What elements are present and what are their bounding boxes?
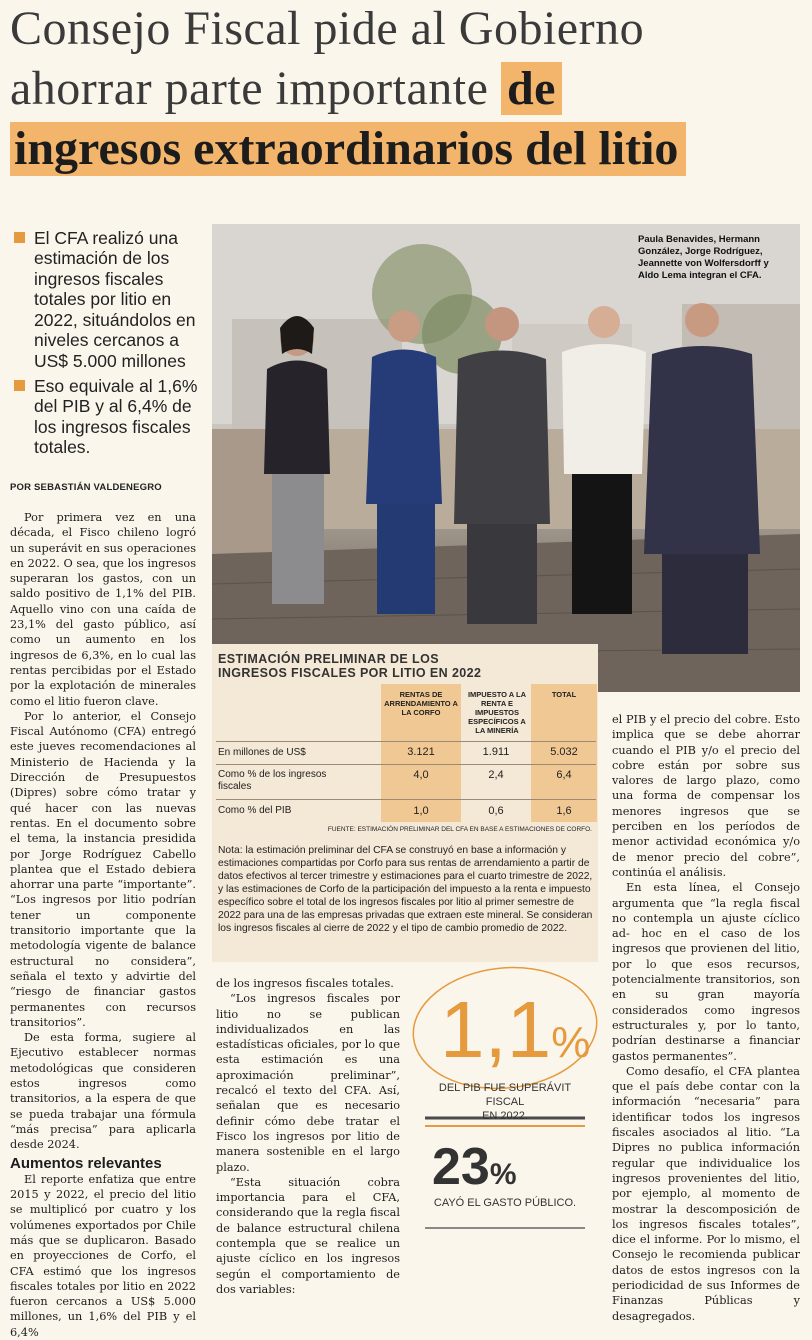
table-row-label: Como % del PIB (218, 805, 292, 816)
stat-1-number: 1,1 (440, 985, 552, 1074)
lithium-revenue-table (212, 644, 598, 962)
headline-line-2-bold: de (501, 62, 562, 115)
stat-1-value (440, 985, 591, 1083)
headline-line-3: ingresos extraordinarios del litio (10, 122, 686, 176)
headline-line-2-plain: ahorrar parte importante (10, 62, 501, 115)
col2-paragraph-2: “Los ingresos fiscales por litio no se publican individualizados en las estadísticas oficiales, por lo que esta estimación es una aproximación preliminar”, recalcó el texto del CFA. Así, señalan que es necesario definir cómo debe tratar el Fisco los ingresos por litio de manera sostenible en el largo plazo. (216, 992, 400, 1174)
col2-paragraph-1: de los ingresos fiscales totales. (216, 977, 394, 990)
col1-paragraph-3: De esta forma, sugiere al Ejecutivo establecer normas metodológicas que consideren estos ingresos como transitorios, a la espera de que se pueda trabajar una fórmula “más precisa” para aplicarla desde 2024. (10, 1031, 196, 1152)
stat-1-label-line-1: DEL PIB FUE SUPERÁVIT FISCAL (438, 1082, 572, 1108)
table-title-line-1: ESTIMACIÓN PRELIMINAR DE LOS (218, 652, 439, 666)
stat-1-label (420, 1081, 590, 1123)
table-cell: 1.911 (482, 746, 510, 758)
headline-line-1: Consejo Fiscal pide al Gobierno (10, 2, 645, 55)
table-cell: 2,4 (488, 769, 504, 781)
bullet-square-icon (14, 232, 25, 243)
table-cell: 4,0 (413, 769, 429, 781)
summary-bullet-1-text: El CFA realizó una estimación de los ingresos fiscales totales por litio en 2022, situándolos en niveles cercanos a US$ 5.000 millones (34, 227, 196, 371)
table-row-label: En millones de US$ (218, 747, 306, 758)
table-note: Nota: la estimación preliminar del CFA se construyó en base a información y estimaciones compartidas por Corfo para sus rentas de arrendamiento a partir de datos efectivos al tercer trimestre y estimaciones para el cuarto trimestre de 2022, y las estimaciones de Corfo de la participación del impuesto a la renta e impuesto específico sobre el total de los ingresos fiscales por litio al primer semestre de 2022 para una de las empresas privadas que extraen este mineral. Se consideran los ingresos fiscales al cierre de 2022 y el tipo de cambio promedio de 2022. (218, 845, 593, 934)
table-header-impuesto: IMPUESTO A LA RENTA E IMPUESTOS ESPECÍFICOS A LA MINERÍA (467, 690, 527, 735)
col1-paragraph-1: Por primera vez en una década, el Fisco chileno logró un superávit en sus operaciones en 2022. O sea, que los ingresos superaran los gastos, con un saldo positivo de 1,1% del PIB. Aquello vino con una caída de 23,1% del gasto público, así como un aumento en los ingresos de 6,3%, en lo cual las rentas percibidas por el Estado por la explotación de minerales como el litio fueron clave. (10, 511, 196, 708)
article-column-1 (10, 510, 196, 1340)
article-column-2 (216, 976, 400, 1297)
table-header-total: TOTAL (551, 690, 577, 699)
table-cell: 3.121 (407, 746, 435, 758)
byline: POR SEBASTIÁN VALDENEGRO (10, 482, 162, 493)
table-source: FUENTE: ESTIMACIÓN PRELIMINAR DEL CFA EN BASE A ESTIMACIONES DE CORFO. (327, 826, 592, 833)
table-divider (216, 741, 596, 742)
col3-paragraph-2: En esta línea, el Consejo argumenta que “la regla fiscal no contempla un ajuste cíclico ad- hoc en el caso de los ingresos que provienen del litio, por lo que esos recursos, potencialmente transitorios, son en su gran mayoría considerados como ingresos estructurales y, por lo tanto, podrían destinarse a financiar gastos permanentes”. (612, 881, 800, 1063)
table-divider (216, 799, 596, 800)
col2-paragraph-3: “Esta situación cobra importancia para el CFA, considerando que la regla fiscal de balance estructural chilena contempla que se realice un ajuste cíclico en los ingresos según el comportamiento de dos variables: (216, 1175, 400, 1296)
table-header-corfo: RENTAS DE ARRENDAMIENTO A LA CORFO (384, 690, 458, 717)
table-cell: 5.032 (550, 746, 578, 758)
stat-1-unit: % (551, 1018, 591, 1067)
table-title (218, 652, 481, 680)
col3-paragraph-3: Como desafío, el CFA plantea que el país debe contar con la información “necesaria” para identificar todos los ingresos fiscales asociados al litio. “La Dipres no publica información regular que individualice los ingresos provenientes del litio, por ejemplo, al momento de mostrar la descomposición de los ingresos fiscales totales”, dice el informe. Por lo mismo, el Consejo le recomienda publicar datos de estos ingresos con la periodicidad de sus Informes de Finanzas Públicas y desagregados. (612, 1064, 800, 1323)
summary-bullet-2 (14, 376, 199, 458)
table-cell: 6,4 (556, 769, 572, 781)
table-row-label: Como % de los ingresos fiscales (218, 769, 327, 792)
cfa-group-photo (212, 224, 800, 692)
stat-2-unit: % (489, 1158, 517, 1191)
photo-illustration (212, 224, 800, 692)
article-column-3 (612, 712, 800, 1324)
stat-1-label-line-2: EN 2022. (482, 1110, 528, 1122)
summary-bullet-1 (14, 228, 199, 371)
table-cell: 0,6 (488, 805, 504, 817)
stat-2-label: CAYÓ EL GASTO PÚBLICO. (433, 1197, 577, 1209)
summary-bullet-2-text: Eso equivale al 1,6% del PIB y al 6,4% de los ingresos fiscales totales. (34, 375, 198, 457)
col3-paragraph-1: el PIB y el precio del cobre. Esto implica que se debe ahorrar cuando el PIB y/o el precio del cobre están por sobre sus valores de largo plazo, como una forma de compensar los menores ingresos que se perciben en los períodos de menor actividad económica y/o de menor precio del cobre”, continúa el análisis. (612, 713, 800, 879)
col1-subhead: Aumentos relevantes (10, 1155, 162, 1173)
col1-paragraph-4: El reporte enfatiza que entre 2015 y 2022, el precio del litio se multiplicó por cuatro y los volúmenes exportados por Chile más que se duplicaron. Basado en proyecciones de Corfo, el CFA estimó que los ingresos fiscales totales por litio en 2022 fueron cercanos a US$ 5.000 millones, un 1,6% del PIB y el 6,4% (10, 1172, 196, 1339)
col1-paragraph-2: Por lo anterior, el Consejo Fiscal Autónomo (CFA) entregó este jueves recomendaciones al Ministerio de Hacienda y la Dirección de Presupuestos (Dipres) sobre cómo tratar y qué hacer con las nuevas rentas. En el documento sobre el tema, la instancia presidida por Jorge Rodríguez Cabello plantea que el Estado debiera ahorrar una parte “importante”. “Los ingresos por litio podrían tener un componente transitorio importante que la metodología vigente de balance estructural no considera”, señala el texto y advirtie del “riesgo de financiar gastos permanentes con recursos transitorios”. (10, 709, 196, 1029)
table-divider (216, 764, 596, 765)
table-title-line-2: INGRESOS FISCALES POR LITIO EN 2022 (218, 666, 482, 680)
table-cell: 1,0 (413, 805, 429, 817)
stat-2-value (432, 1140, 517, 1202)
photo-caption: Paula Benavides, Hermann González, Jorge Rodríguez, Jeannette von Wolfersdorff y Aldo Lema integran el CFA. (638, 234, 769, 281)
bullet-square-icon (14, 380, 25, 391)
headline-line-2 (10, 62, 562, 116)
table-cell: 1,6 (556, 805, 572, 817)
stat-2-number: 23 (432, 1138, 490, 1196)
